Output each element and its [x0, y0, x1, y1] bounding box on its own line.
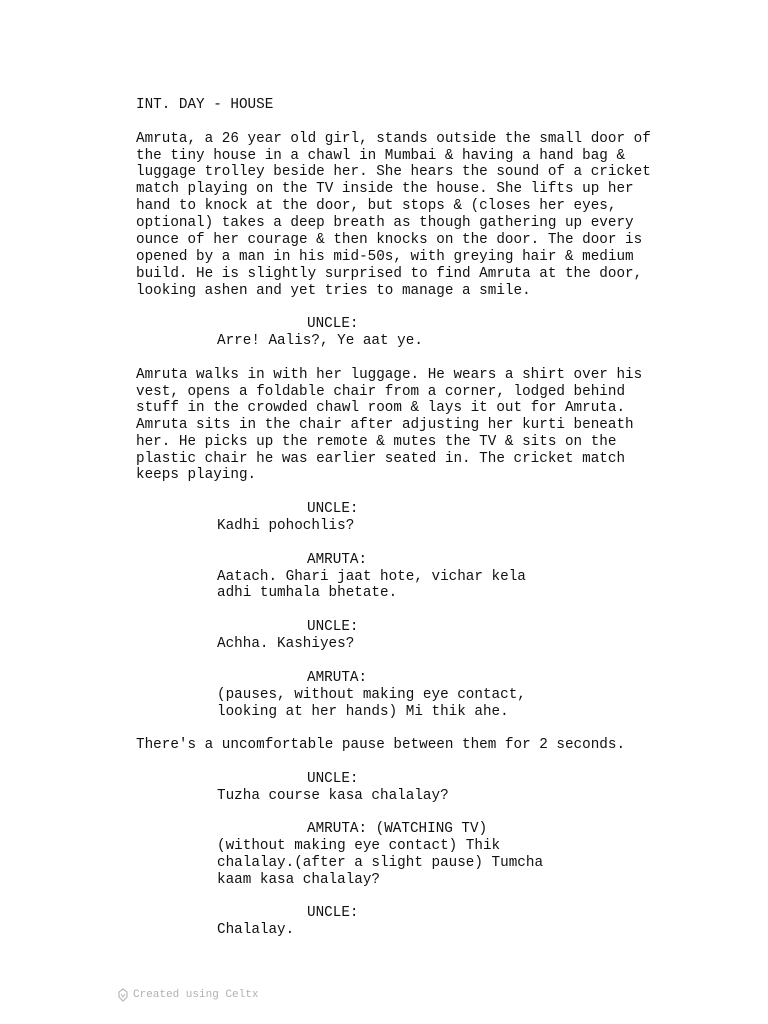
action-line: optional) takes a deep breath as though gathering up every	[136, 215, 634, 231]
dialogue-line: Achha. Kashiyes?	[217, 636, 355, 652]
dialogue-line: (without making eye contact) Thik	[217, 838, 501, 854]
dialogue-line: Chalalay.	[217, 922, 295, 938]
dialogue-line: chalalay.(after a slight pause) Tumcha	[217, 855, 544, 871]
character-name: UNCLE:	[307, 771, 359, 787]
action-line: ounce of her courage & then knocks on the door. The door is	[136, 232, 643, 248]
dialogue-line: Arre! Aalis?, Ye aat ye.	[217, 333, 423, 349]
action-line: keeps playing.	[136, 467, 257, 483]
action-line: stuff in the crowded chawl room & lays it out for Amruta.	[136, 400, 626, 416]
dialogue-line: (pauses, without making eye contact,	[217, 687, 526, 703]
celtx-logo-icon	[117, 988, 129, 1002]
character-name: AMRUTA:	[307, 670, 368, 686]
action-line: luggage trolley beside her. She hears the sound of a cricket	[136, 164, 651, 180]
character-name: UNCLE:	[307, 501, 359, 517]
dialogue-line: Kadhi pohochlis?	[217, 518, 355, 534]
dialogue-line: kaam kasa chalalay?	[217, 872, 381, 888]
dialogue-line: Tuzha course kasa chalalay?	[217, 788, 449, 804]
action-line: Amruta, a 26 year old girl, stands outside the small door of	[136, 131, 651, 147]
action-line: plastic chair he was earlier seated in. The cricket match	[136, 451, 626, 467]
dialogue-line: looking at her hands) Mi thik ahe.	[217, 704, 509, 720]
dialogue-line: Aatach. Ghari jaat hote, vichar kela	[217, 569, 526, 585]
action-line: Amruta sits in the chair after adjusting her kurti beneath	[136, 417, 634, 433]
action-line: match playing on the TV inside the house. She lifts up her	[136, 181, 634, 197]
character-name: UNCLE:	[307, 619, 359, 635]
action-line: Amruta walks in with her luggage. He wears a shirt over his	[136, 367, 643, 383]
celtx-footer[interactable]	[117, 988, 258, 1002]
action-line: There's a uncomfortable pause between them for 2 seconds.	[136, 737, 626, 753]
character-name: AMRUTA:	[307, 552, 368, 568]
footer-text: Created using Celtx	[133, 989, 259, 1001]
action-line: build. He is slightly surprised to find Amruta at the door,	[136, 266, 643, 282]
action-line: the tiny house in a chawl in Mumbai & having a hand bag &	[136, 148, 626, 164]
action-line: her. He picks up the remote & mutes the TV & sits on the	[136, 434, 617, 450]
scene-heading: INT. DAY - HOUSE	[136, 97, 274, 113]
dialogue-line: adhi tumhala bhetate.	[217, 585, 398, 601]
action-line: opened by a man in his mid-50s, with greying hair & medium	[136, 249, 634, 265]
action-line: hand to knock at the door, but stops & (closes her eyes,	[136, 198, 617, 214]
character-name: UNCLE:	[307, 316, 359, 332]
action-line: vest, opens a foldable chair from a corner, lodged behind	[136, 384, 626, 400]
character-name: AMRUTA: (WATCHING TV)	[307, 821, 488, 837]
character-name: UNCLE:	[307, 905, 359, 921]
action-line: looking ashen and yet tries to manage a smile.	[136, 283, 531, 299]
